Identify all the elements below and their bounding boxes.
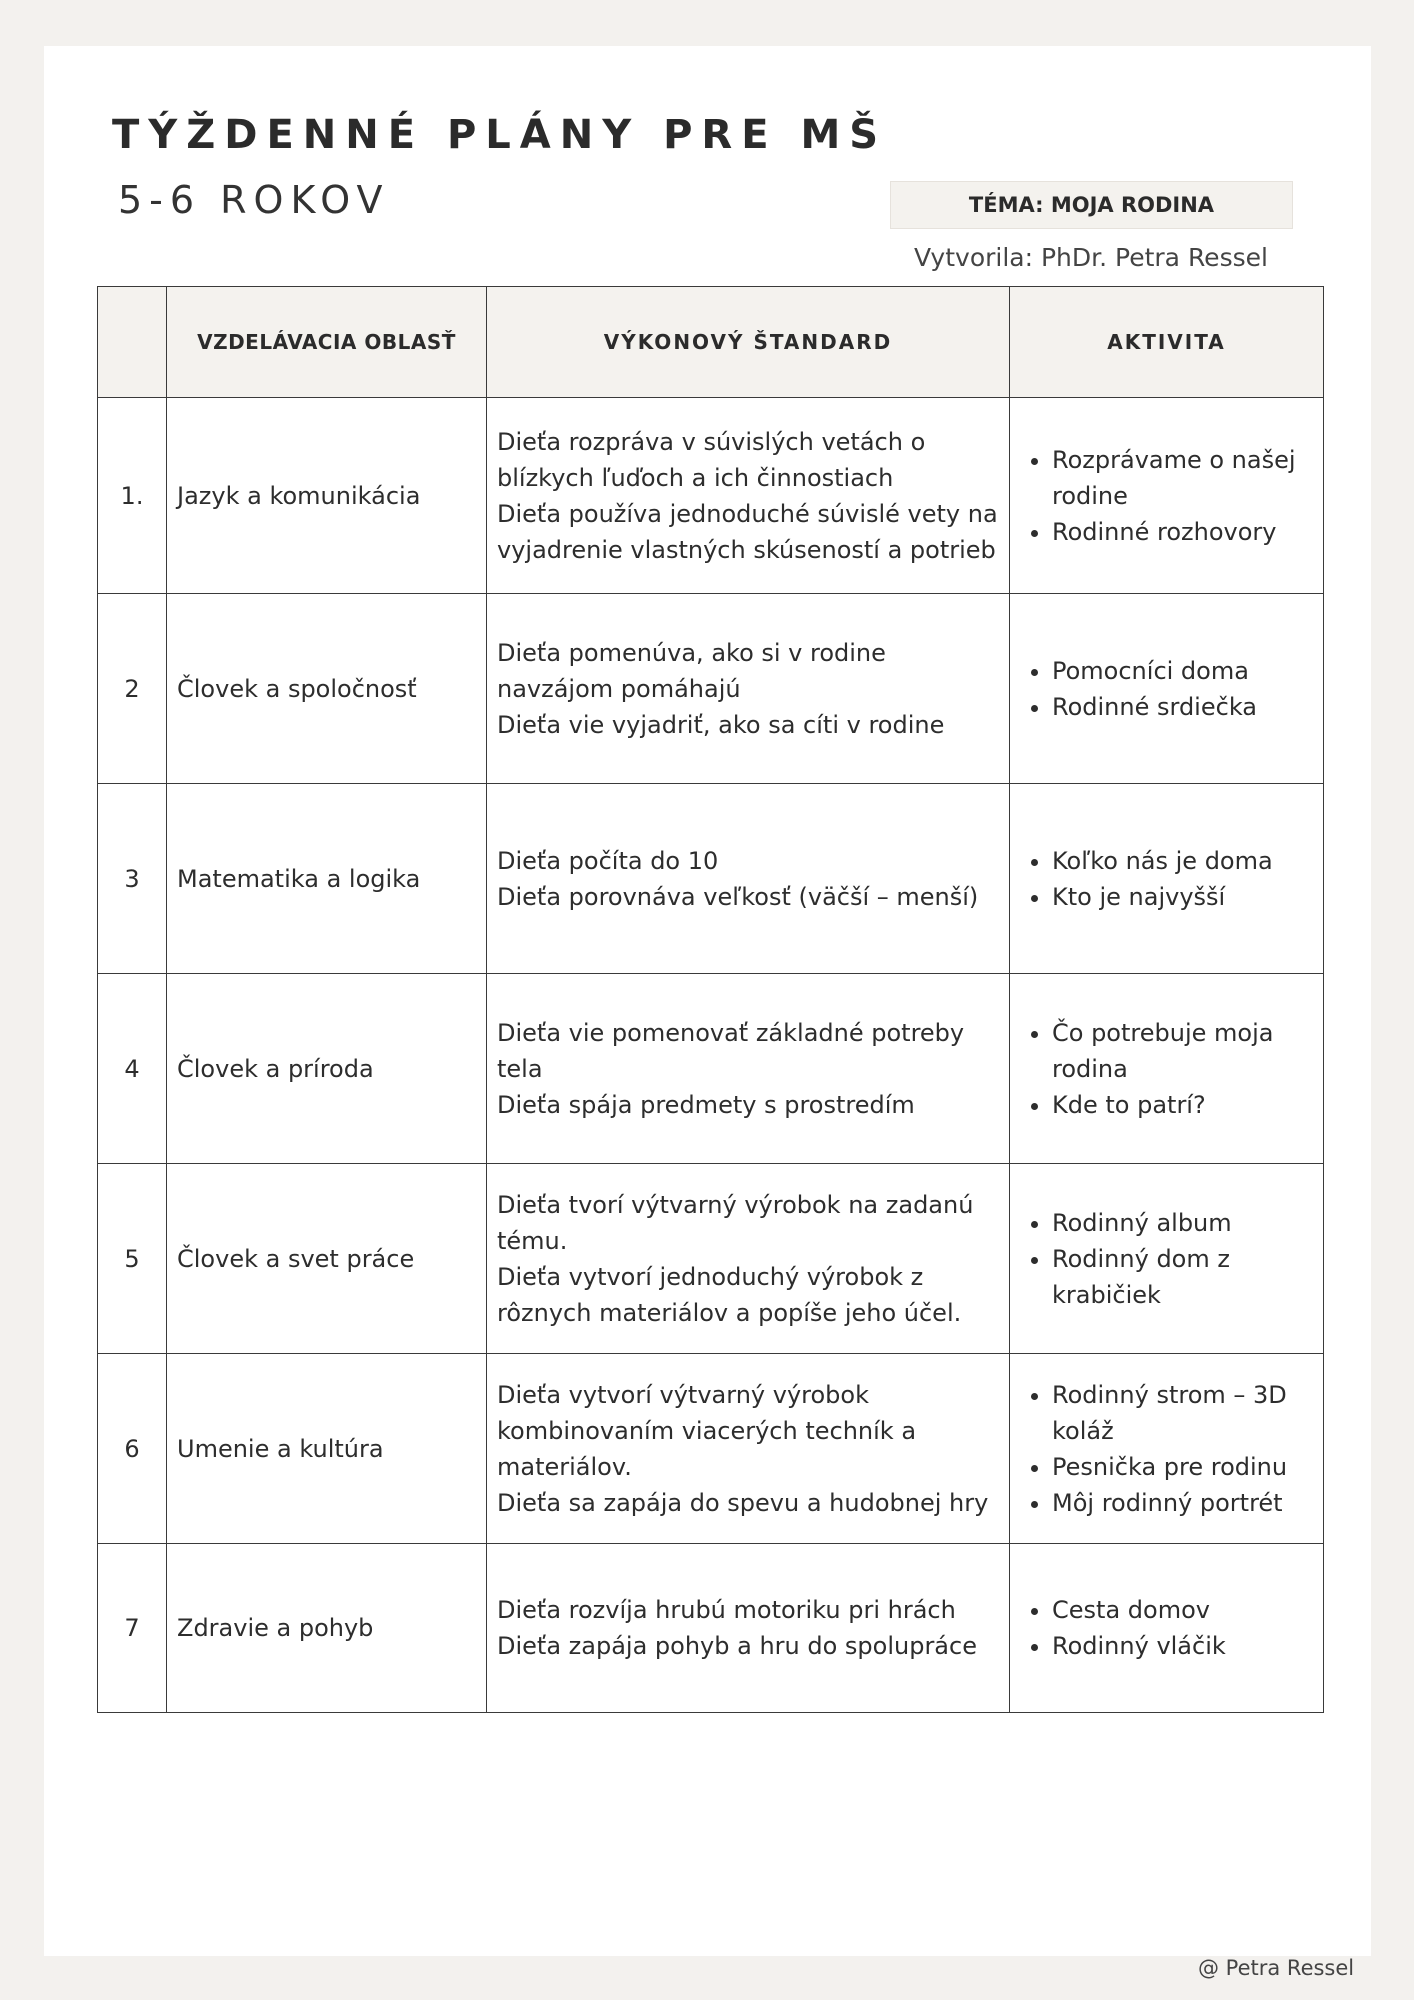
activity-list xyxy=(1018,1592,1313,1664)
performance-standard-cell xyxy=(487,974,1010,1164)
footer-credit: @ Petra Ressel xyxy=(1198,1956,1355,1980)
activity-item: • Môj rodinný portrét xyxy=(1052,1485,1313,1521)
activity-item: • Rozprávame o našej rodine xyxy=(1052,442,1313,514)
activity-item: • Rodinné srdiečka xyxy=(1052,689,1313,725)
row-number: 6 xyxy=(98,1354,167,1544)
activity-item: • Cesta domov xyxy=(1052,1592,1313,1628)
standard-text: Dieťa rozvíja hrubú motoriku pri hrách xyxy=(497,1596,956,1624)
activity-item: • Koľko nás je doma xyxy=(1052,843,1313,879)
education-area-cell: Jazyk a komunikácia xyxy=(167,398,487,594)
age-group-subtitle: 5-6 ROKOV xyxy=(118,178,390,222)
activity-list xyxy=(1018,1377,1313,1521)
standard-text: Dieťa vytvorí výtvarný výrobok kombinovaním viacerých techník a materiálov. xyxy=(497,1380,917,1481)
row-number: 7 xyxy=(98,1544,167,1713)
performance-standard-cell xyxy=(487,1354,1010,1544)
table-body xyxy=(98,398,1324,1713)
standard-text: Dieťa počíta do 10 xyxy=(497,846,719,875)
theme-label: TÉMA: MOJA RODINA xyxy=(968,193,1215,217)
column-header-standard: VÝKONOVÝ ŠTANDARD xyxy=(487,287,1010,398)
table-row xyxy=(98,398,1324,594)
performance-standard-cell xyxy=(487,594,1010,784)
standard-text: Dieťa zapája pohyb a hru do spolupráce xyxy=(497,1632,977,1660)
activity-item: • Rodinný album xyxy=(1052,1205,1313,1241)
performance-standard-cell xyxy=(487,398,1010,594)
page-title: TÝŽDENNÉ PLÁNY PRE MŠ xyxy=(112,112,888,158)
education-area-cell: Človek a spoločnosť xyxy=(167,594,487,784)
weekly-plan-table xyxy=(97,286,1324,1713)
education-area-cell: Človek a svet práce xyxy=(167,1164,487,1354)
standard-text: Dieťa vie vyjadriť, ako sa cíti v rodine xyxy=(497,710,945,739)
activity-cell xyxy=(1010,398,1324,594)
column-header-activity: AKTIVITA xyxy=(1010,287,1324,398)
table-row xyxy=(98,1544,1324,1713)
author-credit: Vytvorila: PhDr. Petra Ressel xyxy=(914,243,1268,272)
row-number: 2 xyxy=(98,594,167,784)
activity-list xyxy=(1018,843,1313,915)
row-number: 1. xyxy=(98,398,167,594)
education-area-cell: Človek a príroda xyxy=(167,974,487,1164)
activity-cell xyxy=(1010,974,1324,1164)
standard-text: Dieťa spája predmety s prostredím xyxy=(497,1090,915,1119)
column-header-area: VZDELÁVACIA OBLASŤ xyxy=(167,287,487,398)
activity-list xyxy=(1018,1015,1313,1123)
table-row xyxy=(98,784,1324,974)
standard-text: Dieťa porovnáva veľkosť (väčší – menší) xyxy=(497,882,979,911)
activity-list xyxy=(1018,1205,1313,1313)
row-number: 4 xyxy=(98,974,167,1164)
activity-item: • Rodinný dom z krabičiek xyxy=(1052,1241,1313,1313)
activity-list xyxy=(1018,442,1313,550)
activity-cell xyxy=(1010,594,1324,784)
activity-item: • Rodinné rozhovory xyxy=(1052,514,1313,550)
standard-text: Dieťa pomenúva, ako si v rodine navzájom pomáhajú xyxy=(497,638,886,703)
theme-badge xyxy=(890,181,1293,229)
standard-text: Dieťa používa jednoduché súvislé vety na vyjadrenie vlastných skúseností a potrieb xyxy=(497,499,998,564)
performance-standard-cell xyxy=(487,784,1010,974)
activity-cell xyxy=(1010,1354,1324,1544)
activity-cell xyxy=(1010,784,1324,974)
standard-text: Dieťa vie pomenovať základné potreby tela xyxy=(497,1018,965,1083)
row-number: 3 xyxy=(98,784,167,974)
standard-text: Dieťa sa zapája do spevu a hudobnej hry xyxy=(497,1488,989,1517)
standard-text: Dieťa rozpráva v súvislých vetách o blízkych ľuďoch a ich činnostiach xyxy=(497,427,926,492)
education-area-cell: Umenie a kultúra xyxy=(167,1354,487,1544)
activity-item: • Kto je najvyšší xyxy=(1052,879,1313,915)
activity-cell xyxy=(1010,1164,1324,1354)
standard-text: Dieťa vytvorí jednoduchý výrobok z rôznych materiálov a popíše jeho účel. xyxy=(497,1262,962,1327)
activity-list xyxy=(1018,653,1313,725)
table-header-row xyxy=(98,287,1324,398)
activity-item: • Čo potrebuje moja rodina xyxy=(1052,1015,1313,1087)
activity-item: • Pesnička pre rodinu xyxy=(1052,1449,1313,1485)
table-row xyxy=(98,1354,1324,1544)
standard-text: Dieťa tvorí výtvarný výrobok na zadanú tému. xyxy=(497,1190,974,1255)
row-number: 5 xyxy=(98,1164,167,1354)
activity-item: • Kde to patrí? xyxy=(1052,1087,1313,1123)
table-row xyxy=(98,974,1324,1164)
activity-item: • Rodinný vláčik xyxy=(1052,1628,1313,1664)
table-row xyxy=(98,594,1324,784)
education-area-cell: Zdravie a pohyb xyxy=(167,1544,487,1713)
performance-standard-cell xyxy=(487,1544,1010,1713)
table-row xyxy=(98,1164,1324,1354)
activity-item: • Pomocníci doma xyxy=(1052,653,1313,689)
education-area-cell: Matematika a logika xyxy=(167,784,487,974)
activity-cell xyxy=(1010,1544,1324,1713)
performance-standard-cell xyxy=(487,1164,1010,1354)
column-header-number xyxy=(98,287,167,398)
activity-item: • Rodinný strom – 3D koláž xyxy=(1052,1377,1313,1449)
